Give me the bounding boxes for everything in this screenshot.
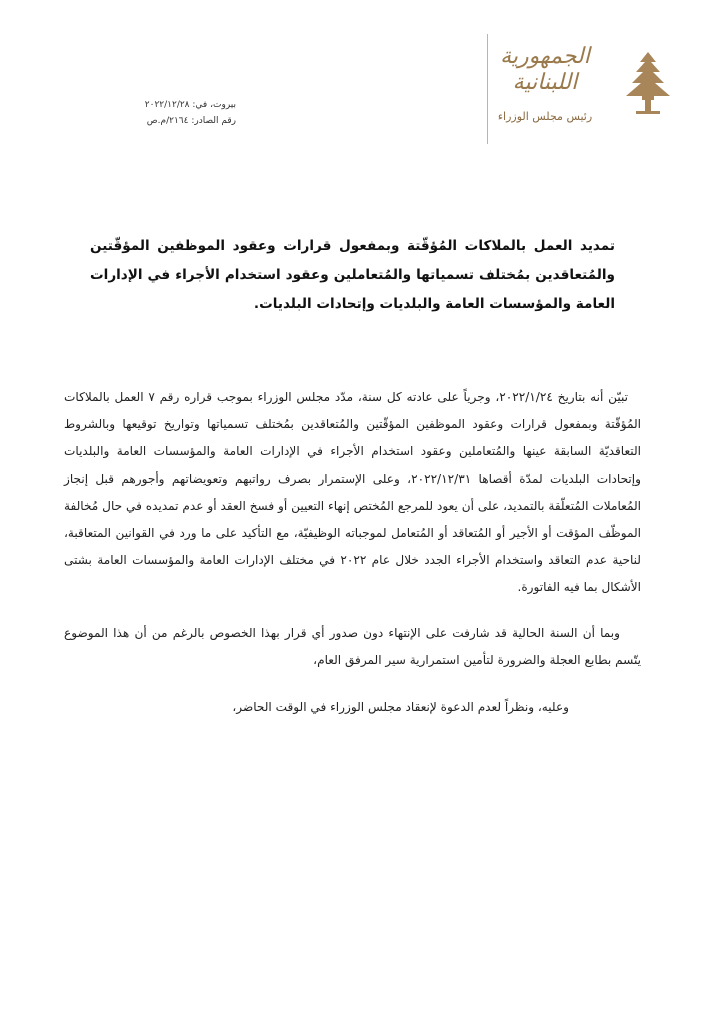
cedar-emblem-icon [616,48,680,118]
document-body [64,384,641,721]
letterhead [470,30,680,140]
paragraph-3: وعليه، ونظراً لعدم الدعوة لإنعقاد مجلس الوزراء في الوقت الحاضر، [232,700,569,715]
place-date: بيروت، في: ٢٠٢٢/١٢/٢٨ [144,100,236,110]
paragraph-1: تبيّن أنه بتاريخ ٢٠٢٢/١/٢٤، وجرياً على عادته كل سنة، مدّد مجلس الوزراء بموجب قراره رقم ٧ العمل بالملاكات المُؤقّتة وبمفعول قرارات وعقود الموظفين المؤقّتين والمُتعاقدين بمُختلف تسمياتها وتواريخ توقيعها وبالشروط التعاقديّة السابقة عينها والمُتعاملين وعقود استخدام الأجراء في الإدارات العامة والمؤسسات العامة والبلديات وإتحادات البلديات لمدّة أقصاها ٢٠٢٢/١٢/٣١، وعلى الإستمرار بصرف رواتبهم وتعويضاتهم وأجورهم قبل إنجاز المُعاملات المُتعلّقة بالتمديد، على أن يعود للمرجع المُختص إنهاء التعيين أو فسخ العقد أو عدم تمديده في حال مُخالفة الموظّف المؤقت أو الأجير أو المُتعاقد أو المُتعامل لموجباته الوظيفيّة، مع التأكيد على ما ورد في القوانين المتعاقبة، لناحية عدم التعاقد واستخدام الأجراء الجدد خلال عام ٢٠٢٢ في مختلف الإدارات العامة والمؤسسات العامة بشتى الأشكال بما فيه الفاتورة. [64,390,641,595]
document-title: تمديد العمل بالملاكات المُؤقّتة وبمفعول قرارات وعقود الموظفين المؤقّتين والمُتعاقدين بمُختلف تسمياتها والمُتعاملين وعقود استخدام الأجراء في الإدارات العامة والمؤسسات العامة والبلديات وإتحادات البلديات. [90,238,615,312]
emblem-line-lebanese: اللبنانية [512,70,578,95]
emblem-wordmark [480,44,610,123]
office-name: رئيس مجلس الوزراء [497,110,593,123]
letterhead-divider [487,34,488,144]
document-meta [66,97,236,129]
paragraph-2: وبما أن السنة الحالية قد شارفت على الإنتهاء دون صدور أي قرار بهذا الخصوص بالرغم من أن هذا الموضوع يتّسم بطابع العجلة والضرورة لتأمين استمرارية سير المرفق العام، [64,625,641,667]
reference-number: رقم الصادر: ٢١٦٤/م.ص [146,116,236,126]
emblem-line-republic: الجمهورية [500,44,590,69]
